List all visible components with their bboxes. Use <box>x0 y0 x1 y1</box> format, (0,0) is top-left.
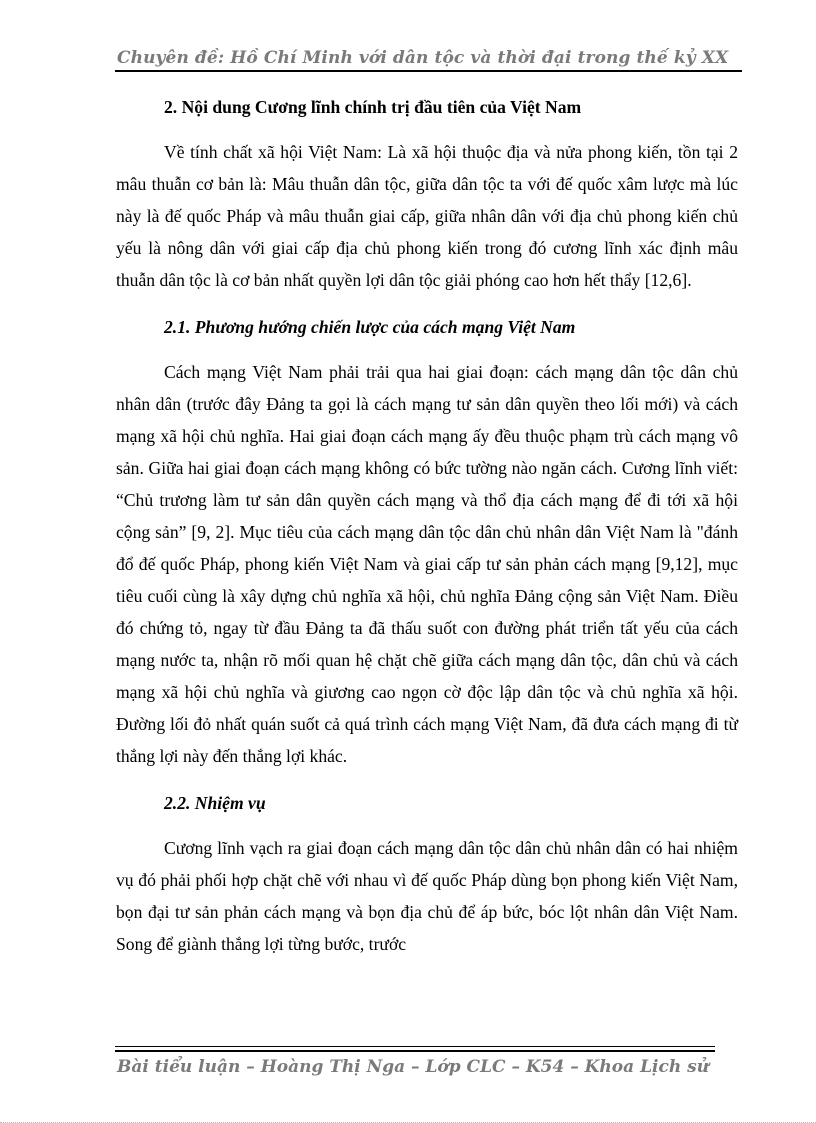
spacer <box>116 342 738 356</box>
footer-rule-thin <box>115 1046 715 1047</box>
footer-rule-thick <box>115 1050 715 1052</box>
spacer <box>116 122 738 136</box>
spacer <box>116 296 738 312</box>
page-body <box>116 92 738 960</box>
spacer <box>116 772 738 788</box>
subsection-heading-tasks: 2.2. Nhiệm vụ <box>164 793 266 813</box>
section-heading: 2. Nội dung Cương lĩnh chính trị đầu tiên của Việt Nam <box>164 97 582 117</box>
spacer <box>116 818 738 832</box>
subsection-heading-strategy: 2.1. Phương hướng chiến lược của cách mạng Việt Nam <box>164 317 576 337</box>
running-header: Chuyên đề: Hồ Chí Minh với dân tộc và thời đại trong thế kỷ XX <box>117 48 729 68</box>
header-rule <box>115 70 742 72</box>
strategy-paragraph: Cách mạng Việt Nam phải trải qua hai giai đoạn: cách mạng dân tộc dân chủ nhân dân (trước đây Đảng ta gọi là cách mạng tư sản dân quyền theo lối mới) và cách mạng xã hội chủ nghĩa. Hai giai đoạn cách mạng ấy đều thuộc phạm trù cách mạng vô sản. Giữa hai giai đoạn cách mạng không có bức tường nào ngăn cách. Cương lĩnh viết: “Chủ trương làm tư sản dân quyền cách mạng và thổ địa cách mạng để đi tới xã hội cộng sản” [9, 2]. Mục tiêu của cách mạng dân tộc dân chủ nhân dân Việt Nam là "đánh đổ đế quốc Pháp, phong kiến Việt Nam và giai cấp tư sản phản cách mạng [9,12], mục tiêu cuối cùng là xây dựng chủ nghĩa xã hội, chủ nghĩa Đảng cộng sản Việt Nam. Điều đó chứng tỏ, ngay từ đầu Đảng ta đã thấu suốt con đường phát triển tất yếu của cách mạng nước ta, nhận rõ mối quan hệ chặt chẽ giữa cách mạng dân tộc, dân chủ và cách mạng xã hội chủ nghĩa và giương cao ngọn cờ độc lập dân tộc và chủ nghĩa xã hội. Đường lối đỏ nhất quán suốt cả quá trình cách mạng Việt Nam, đã đưa cách mạng đi từ thắng lợi này đến thắng lợi khác. <box>116 362 738 766</box>
intro-paragraph: Về tính chất xã hội Việt Nam: Là xã hội thuộc địa và nửa phong kiến, tồn tại 2 mâu thuẫn cơ bản là: Mâu thuẫn dân tộc, giữa dân tộc ta với đế quốc xâm lược mà lúc này là đế quốc Pháp và mâu thuẫn giai cấp, giữa nhân dân với địa chủ phong kiến chủ yếu là nông dân với giai cấp địa chủ phong kiến trong đó cương lĩnh xác định mâu thuẫn dân tộc là cơ bản nhất quyền lợi dân tộc giải phóng cao hơn hết thẩy [12,6]. <box>116 142 738 290</box>
running-footer: Bài tiểu luận – Hoàng Thị Nga – Lớp CLC – K54 – Khoa Lịch sử <box>117 1057 710 1077</box>
tasks-paragraph: Cương lĩnh vạch ra giai đoạn cách mạng dân tộc dân chủ nhân dân có hai nhiệm vụ đó phải phối hợp chặt chẽ với nhau vì đế quốc Pháp dùng bọn phong kiến Việt Nam, bọn đại tư sản phản cách mạng và bọn địa chủ để áp bức, bóc lột nhân dân Việt Nam. Song để giành thắng lợi từng bước, trước <box>116 838 738 954</box>
